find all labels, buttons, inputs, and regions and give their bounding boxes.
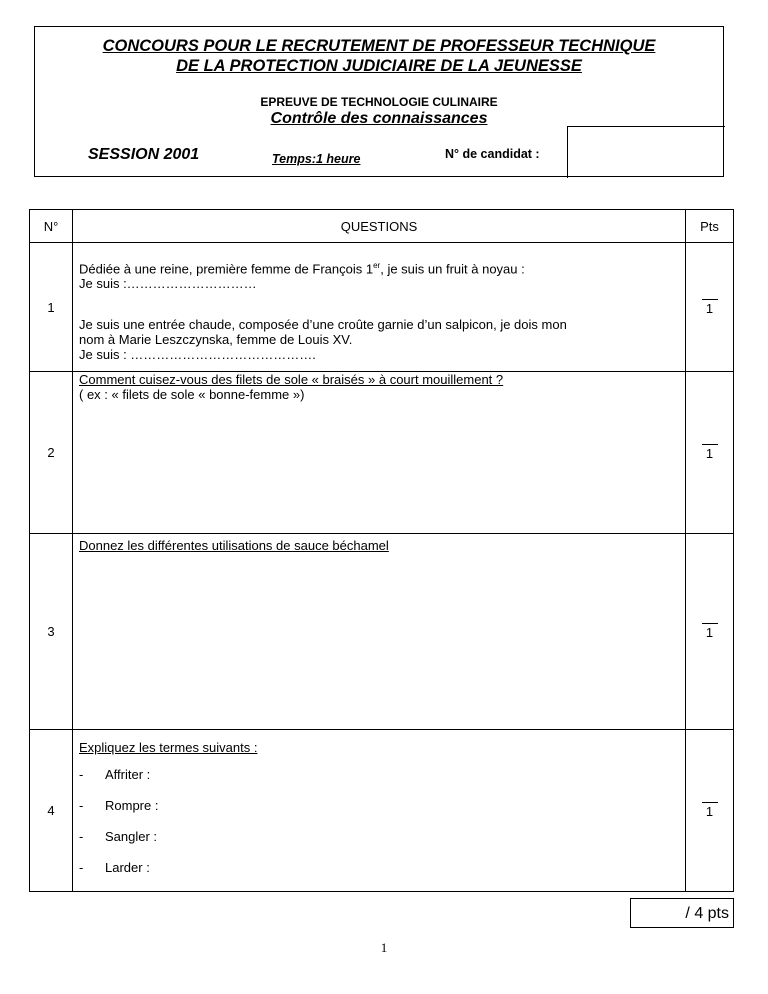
table-header-row <box>30 210 734 243</box>
list-item: - Larder : <box>79 860 150 875</box>
col-header-num: N° <box>30 210 73 243</box>
question-text: nom à Marie Leszczynska, femme de Louis XV. <box>79 332 353 348</box>
total-points-box: / 4 pts <box>630 898 734 928</box>
list-item: - Affriter : <box>79 767 151 782</box>
question-cell <box>73 534 686 730</box>
candidate-number-box[interactable] <box>567 126 725 178</box>
question-cell <box>73 730 686 892</box>
question-number: 3 <box>30 534 73 730</box>
exam-header <box>34 26 724 177</box>
list-item: - Sangler : <box>79 829 158 844</box>
points-cell <box>686 730 734 892</box>
points-value: 1 <box>702 444 718 461</box>
question-cell <box>73 372 686 534</box>
questions-table <box>29 209 734 892</box>
col-header-questions: QUESTIONS <box>73 210 686 243</box>
table-row <box>30 243 734 372</box>
question-cell <box>73 243 686 372</box>
answer-line: Je suis :………………………… <box>79 276 257 292</box>
question-text: Expliquez les termes suivants : <box>79 740 258 755</box>
exam-title-line2: DE LA PROTECTION JUDICIAIRE DE LA JEUNESSE <box>176 57 582 75</box>
points-value: 1 <box>702 802 718 819</box>
question-number: 1 <box>30 243 73 372</box>
candidate-number-label: N° de candidat : <box>445 147 540 161</box>
table-row <box>30 534 734 730</box>
points-value: 1 <box>702 299 718 316</box>
question-text: Comment cuisez-vous des filets de sole « braisés » à court mouillement ? <box>79 372 504 387</box>
table-row <box>30 730 734 892</box>
session-label: SESSION 2001 <box>88 146 200 163</box>
exam-subject: EPREUVE DE TECHNOLOGIE CULINAIRE <box>260 95 498 109</box>
question-text: Dédiée à une reine, première femme de François 1er, je suis un fruit à noyau : <box>79 261 525 277</box>
exam-subtitle: Contrôle des connaissances <box>270 110 488 127</box>
points-cell <box>686 243 734 372</box>
term-label: Sangler : <box>105 829 158 844</box>
question-text: Je suis une entrée chaude, composée d’une croûte garnie d’un salpicon, je dois mon <box>79 317 567 333</box>
page-number: 1 <box>380 940 388 955</box>
term-label: Larder : <box>105 860 150 875</box>
question-text: Donnez les différentes utilisations de sauce béchamel <box>79 538 389 553</box>
points-value: 1 <box>702 623 718 640</box>
question-number: 4 <box>30 730 73 892</box>
term-label: Rompre : <box>105 798 159 813</box>
col-header-pts: Pts <box>686 210 734 243</box>
term-label: Affriter : <box>105 767 151 782</box>
question-example: ( ex : « filets de sole « bonne-femme ») <box>79 387 305 402</box>
list-item: - Rompre : <box>79 798 159 813</box>
answer-line: Je suis : ……………………………………. <box>79 347 316 363</box>
points-cell <box>686 534 734 730</box>
exam-title-line1: CONCOURS POUR LE RECRUTEMENT DE PROFESSEUR TECHNIQUE <box>102 37 656 55</box>
table-row <box>30 372 734 534</box>
duration-label: Temps:1 heure <box>272 152 361 166</box>
points-cell <box>686 372 734 534</box>
question-number: 2 <box>30 372 73 534</box>
